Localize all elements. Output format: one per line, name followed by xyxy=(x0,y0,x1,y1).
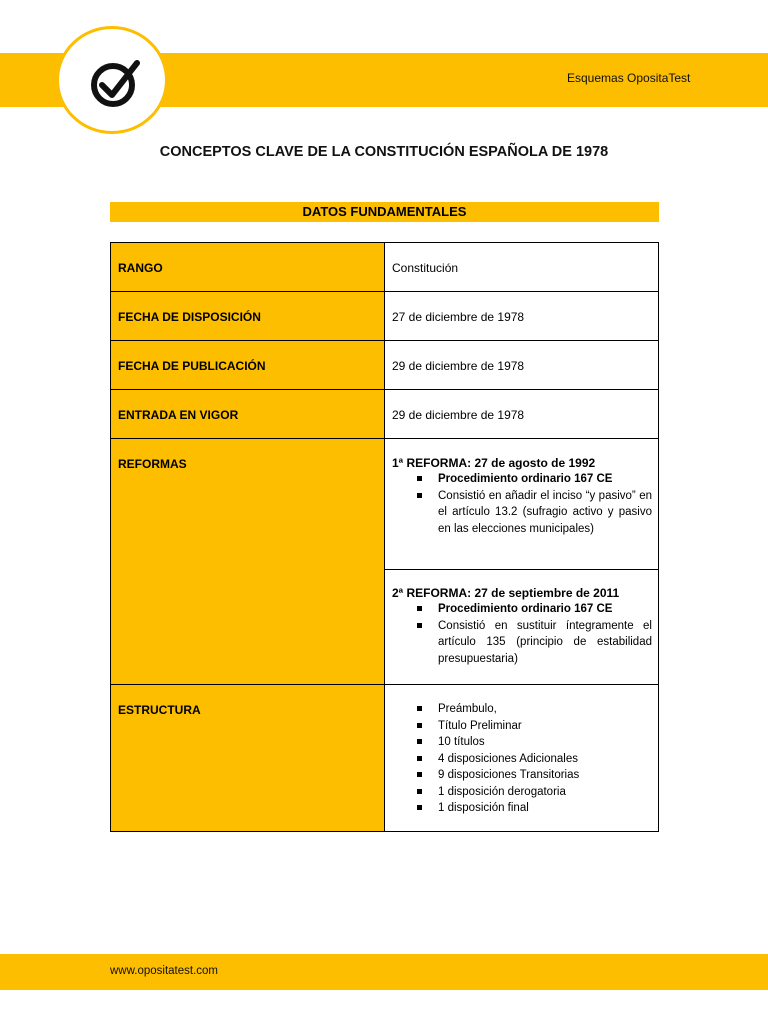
row-label-fecha-publicacion: FECHA DE PUBLICACIÓN xyxy=(111,341,385,390)
reforma-list xyxy=(392,601,652,667)
check-circle-icon xyxy=(87,55,143,111)
list-item: 1 disposición derogatoria xyxy=(438,784,652,801)
data-table xyxy=(110,242,659,832)
table-row xyxy=(111,341,659,390)
list-item: Procedimiento ordinario 167 CE xyxy=(438,601,652,618)
reforma-1 xyxy=(385,439,659,570)
row-label-fecha-disposicion: FECHA DE DISPOSICIÓN xyxy=(111,292,385,341)
table-row xyxy=(111,292,659,341)
list-item: Consistió en añadir el inciso “y pasivo” en el artículo 13.2 (sufragio activo y pasivo en las elecciones municipales) xyxy=(438,488,652,538)
list-item: 4 disposiciones Adicionales xyxy=(438,751,652,768)
footer-link[interactable]: www.opositatest.com xyxy=(110,965,219,977)
list-item: Título Preliminar xyxy=(438,718,652,735)
table-row xyxy=(111,243,659,292)
row-value-fecha-publicacion: 29 de diciembre de 1978 xyxy=(385,341,659,390)
row-value-estructura xyxy=(385,685,659,832)
row-value-entrada-vigor: 29 de diciembre de 1978 xyxy=(385,390,659,439)
row-label-estructura: ESTRUCTURA xyxy=(111,685,385,832)
row-label-rango: RANGO xyxy=(111,243,385,292)
row-value-rango: Constitución xyxy=(385,243,659,292)
section-heading: DATOS FUNDAMENTALES xyxy=(110,202,659,222)
page-title: CONCEPTOS CLAVE DE LA CONSTITUCIÓN ESPAÑOLA DE 1978 xyxy=(159,144,609,160)
row-value-fecha-disposicion: 27 de diciembre de 1978 xyxy=(385,292,659,341)
table-row xyxy=(111,439,659,570)
reforma-list xyxy=(392,471,652,537)
table-row xyxy=(111,390,659,439)
table-row xyxy=(111,685,659,832)
estructura-list xyxy=(392,701,652,817)
list-item: Procedimiento ordinario 167 CE xyxy=(438,471,652,488)
logo[interactable] xyxy=(56,26,168,134)
reforma-heading: 2ª REFORMA: 27 de septiembre de 2011 xyxy=(392,586,620,600)
list-item: 9 disposiciones Transitorias xyxy=(438,767,652,784)
list-item: 1 disposición final xyxy=(438,800,652,817)
header-brand: Esquemas OpositaTest xyxy=(567,71,691,85)
reforma-heading: 1ª REFORMA: 27 de agosto de 1992 xyxy=(392,456,596,470)
row-label-entrada-vigor: ENTRADA EN VIGOR xyxy=(111,390,385,439)
list-item: 10 títulos xyxy=(438,734,652,751)
row-label-reformas: REFORMAS xyxy=(111,439,385,685)
reforma-2 xyxy=(385,570,659,685)
list-item: Consistió en sustituir íntegramente el artículo 135 (principio de estabilidad presupuestaria) xyxy=(438,618,652,668)
list-item: Preámbulo, xyxy=(438,701,652,718)
